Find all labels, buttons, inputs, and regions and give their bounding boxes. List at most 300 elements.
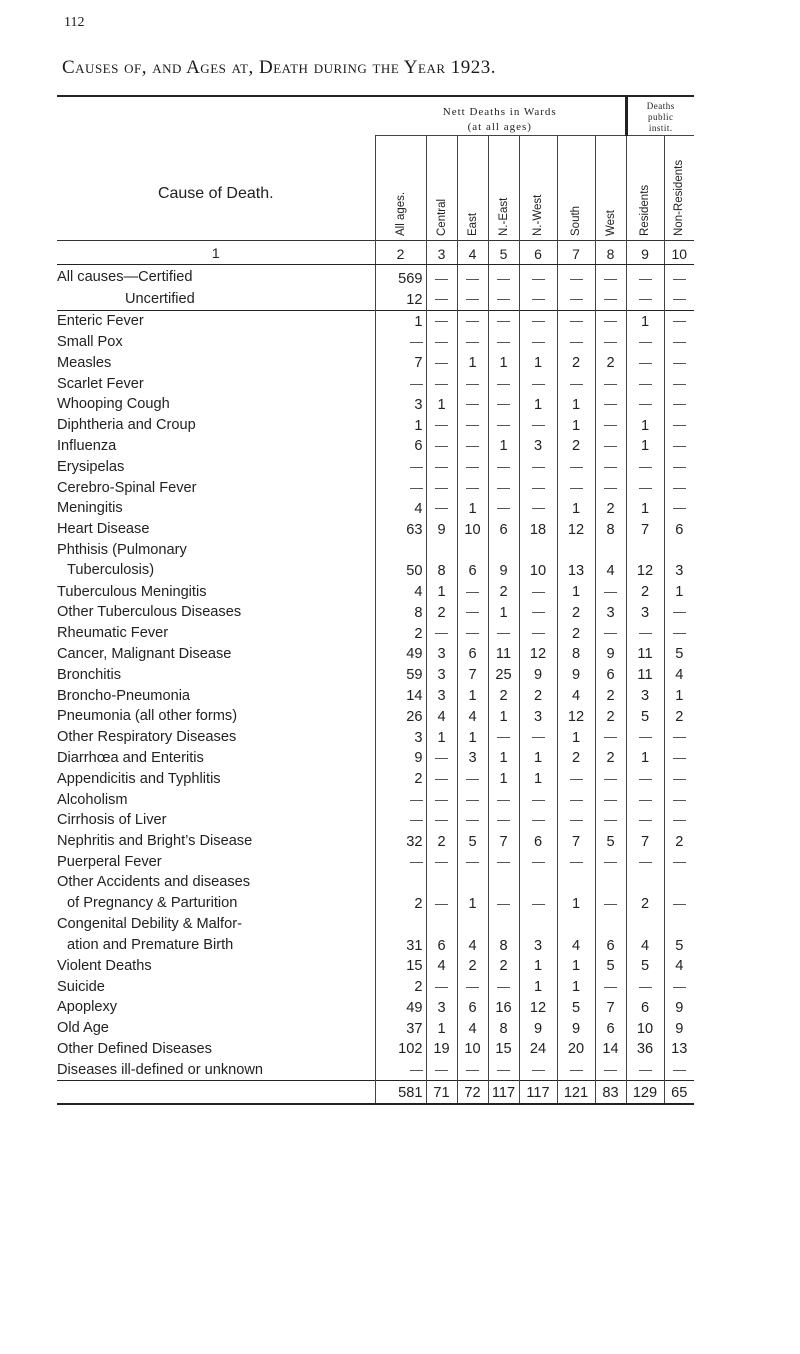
- value-cell: [626, 581, 664, 602]
- value-cell: [488, 519, 519, 540]
- value-cell: [626, 477, 664, 498]
- value-cell: [595, 976, 626, 997]
- value-text: 63: [406, 521, 423, 538]
- column-header-label: East: [466, 212, 479, 236]
- cause-label: Uncertified: [125, 291, 195, 308]
- dash-mark: [435, 467, 448, 468]
- value-cell: [595, 310, 626, 331]
- dash-mark: [435, 820, 448, 821]
- cause-label: Nephritis and Bright’s Disease: [57, 833, 253, 850]
- value-cell: [595, 706, 626, 727]
- value-cell: [426, 332, 457, 353]
- table-row: [57, 664, 694, 685]
- value-text: 3: [437, 687, 446, 704]
- dash-mark: [673, 758, 686, 759]
- dash-mark: [639, 488, 652, 489]
- dash-mark: [410, 800, 423, 801]
- dash-mark: [466, 342, 479, 343]
- table-row: [57, 1018, 694, 1039]
- dash-mark: [466, 404, 479, 405]
- value-cell: [595, 498, 626, 519]
- totals-row: [57, 1081, 694, 1105]
- value-text: 4: [675, 667, 684, 684]
- table-row: [57, 373, 694, 394]
- cause-cell: [57, 265, 375, 290]
- value-cell: [457, 265, 488, 290]
- total-value: 121: [557, 1081, 595, 1105]
- value-text: 6: [606, 667, 615, 684]
- value-cell: [664, 477, 694, 498]
- dash-mark: [604, 987, 617, 988]
- value-cell: [626, 332, 664, 353]
- value-text: 569: [398, 271, 423, 287]
- dash-mark: [673, 737, 686, 738]
- value-cell: [557, 519, 595, 540]
- value-cell: [426, 519, 457, 540]
- value-cell: [426, 872, 457, 914]
- value-cell: [519, 664, 557, 685]
- value-cell: [664, 872, 694, 914]
- value-cell: [626, 498, 664, 519]
- cause-label: Cirrhosis of Liver: [57, 812, 167, 829]
- value-text: 3: [533, 438, 543, 455]
- value-cell: [375, 789, 426, 810]
- value-text: 1: [533, 396, 543, 413]
- value-cell: [375, 831, 426, 852]
- dash-mark: [532, 737, 545, 738]
- dash-mark: [466, 488, 479, 489]
- dash-mark: [604, 467, 617, 468]
- cause-label: Other Defined Diseases: [57, 1041, 212, 1058]
- value-cell: [375, 436, 426, 457]
- value-cell: [426, 810, 457, 831]
- cause-cell: [57, 852, 375, 873]
- value-cell: [557, 872, 595, 914]
- cause-cell: [57, 540, 375, 582]
- value-cell: [595, 727, 626, 748]
- dash-mark: [435, 299, 448, 300]
- value-text: 2: [606, 708, 615, 725]
- value-cell: [488, 1039, 519, 1060]
- value-cell: [375, 415, 426, 436]
- value-cell: [557, 265, 595, 290]
- value-text: 1: [499, 438, 508, 455]
- value-cell: [595, 872, 626, 914]
- cause-cell: [57, 664, 375, 685]
- value-text: 12: [636, 563, 654, 580]
- value-cell: [426, 706, 457, 727]
- dash-mark: [497, 299, 510, 300]
- page-title: [62, 57, 496, 79]
- value-cell: [375, 810, 426, 831]
- dash-mark: [604, 592, 617, 593]
- cause-cell: [57, 727, 375, 748]
- value-cell: [457, 415, 488, 436]
- value-text: 6: [606, 1020, 615, 1037]
- value-text: 11: [637, 667, 653, 684]
- value-text: 1: [499, 604, 508, 621]
- value-text: 15: [495, 1041, 512, 1058]
- cause-label: Suicide: [57, 978, 105, 995]
- cause-label: Other Respiratory Diseases: [57, 729, 237, 746]
- value-text: 10: [529, 563, 547, 580]
- value-cell: [426, 664, 457, 685]
- value-text: 5: [606, 833, 615, 850]
- value-cell: [426, 831, 457, 852]
- value-cell: [375, 914, 426, 956]
- value-text: 3: [533, 937, 543, 954]
- value-text: 3: [640, 604, 650, 621]
- value-cell: [557, 831, 595, 852]
- value-cell: [664, 623, 694, 644]
- value-cell: [426, 498, 457, 519]
- dash-mark: [673, 633, 686, 634]
- dash-mark: [639, 737, 652, 738]
- value-cell: [519, 498, 557, 519]
- value-text: 8: [606, 521, 615, 538]
- dash-mark: [497, 987, 510, 988]
- value-cell: [457, 789, 488, 810]
- dash-mark: [570, 800, 583, 801]
- dash-mark: [532, 904, 545, 905]
- value-cell: [519, 1018, 557, 1039]
- dash-mark: [673, 467, 686, 468]
- value-text: 5: [468, 833, 477, 850]
- value-text: 1: [437, 396, 446, 413]
- value-text: 3: [414, 729, 423, 746]
- value-cell: [488, 956, 519, 977]
- value-text: 4: [414, 500, 423, 517]
- value-cell: [595, 373, 626, 394]
- value-text: 3: [414, 396, 423, 413]
- value-text: 2: [606, 500, 615, 517]
- value-cell: [626, 352, 664, 373]
- mortality-table: [57, 95, 694, 1105]
- value-cell: [664, 602, 694, 623]
- value-cell: [557, 810, 595, 831]
- value-text: 6: [437, 937, 446, 954]
- value-text: 2: [571, 625, 581, 642]
- value-text: 9: [675, 999, 684, 1016]
- cause-label: Broncho-Pneumonia: [57, 687, 191, 704]
- value-cell: [426, 976, 457, 997]
- value-cell: [557, 644, 595, 665]
- dash-mark: [532, 467, 545, 468]
- column-number: 9: [626, 241, 664, 265]
- value-cell: [375, 852, 426, 873]
- value-cell: [519, 519, 557, 540]
- value-text: 36: [636, 1041, 654, 1058]
- table-row: [57, 997, 694, 1018]
- value-cell: [664, 789, 694, 810]
- value-text: 49: [406, 646, 423, 663]
- value-cell: [375, 623, 426, 644]
- value-cell: [488, 852, 519, 873]
- value-text: 50: [406, 563, 423, 580]
- value-cell: [595, 581, 626, 602]
- value-cell: [426, 685, 457, 706]
- value-text: 2: [414, 979, 423, 996]
- value-text: 32: [406, 833, 423, 850]
- value-cell: [626, 810, 664, 831]
- value-text: 1: [571, 958, 581, 975]
- cause-label: Old Age: [57, 1020, 109, 1037]
- value-cell: [557, 914, 595, 956]
- value-cell: [519, 456, 557, 477]
- value-text: 8: [499, 937, 508, 954]
- cause-label: Influenza: [57, 437, 117, 454]
- value-cell: [557, 436, 595, 457]
- value-cell: [426, 727, 457, 748]
- value-text: 1: [468, 687, 477, 704]
- table-row: [57, 956, 694, 977]
- cause-cell: [57, 810, 375, 831]
- value-cell: [595, 623, 626, 644]
- dash-mark: [532, 321, 545, 322]
- value-text: 1: [437, 583, 446, 600]
- value-cell: [557, 956, 595, 977]
- value-text: 3: [640, 687, 650, 704]
- value-text: 1: [675, 583, 684, 600]
- table-row: [57, 310, 694, 331]
- dash-mark: [532, 820, 545, 821]
- dash-mark: [673, 612, 686, 613]
- dash-mark: [673, 1070, 686, 1071]
- value-cell: [595, 519, 626, 540]
- table-row: [57, 1039, 694, 1060]
- table-row: [57, 581, 694, 602]
- value-text: 3: [437, 667, 446, 684]
- value-cell: [595, 352, 626, 373]
- value-cell: [488, 352, 519, 373]
- value-text: 1: [640, 438, 650, 455]
- cause-label: Violent Deaths: [57, 957, 152, 974]
- value-text: 9: [414, 750, 423, 767]
- value-text: 1: [640, 313, 650, 330]
- value-cell: [519, 768, 557, 789]
- cause-cell: [57, 831, 375, 852]
- value-cell: [375, 310, 426, 331]
- value-cell: [595, 956, 626, 977]
- value-text: 12: [529, 646, 547, 663]
- value-text: 6: [499, 521, 508, 538]
- column-header-label: N.-East: [497, 197, 510, 236]
- value-cell: [488, 415, 519, 436]
- value-cell: [457, 623, 488, 644]
- value-text: 3: [468, 750, 477, 767]
- dash-mark: [466, 633, 479, 634]
- dash-mark: [639, 363, 652, 364]
- value-cell: [519, 706, 557, 727]
- public-institutions-header: [626, 97, 694, 136]
- value-text: 6: [414, 438, 423, 455]
- value-cell: [626, 394, 664, 415]
- value-text: 7: [640, 833, 650, 850]
- value-cell: [457, 394, 488, 415]
- dash-mark: [639, 404, 652, 405]
- cause-cell: [57, 623, 375, 644]
- value-cell: [595, 789, 626, 810]
- value-cell: [426, 289, 457, 310]
- value-cell: [375, 644, 426, 665]
- value-text: 6: [675, 521, 684, 538]
- value-cell: [626, 265, 664, 290]
- cause-label-cont: Tuberculosis): [67, 562, 155, 579]
- cause-cell: [57, 581, 375, 602]
- value-cell: [664, 831, 694, 852]
- value-cell: [626, 831, 664, 852]
- value-text: 3: [675, 563, 684, 580]
- dash-mark: [435, 342, 448, 343]
- value-text: 2: [571, 750, 581, 767]
- dash-mark: [532, 279, 545, 280]
- cause-label: Diarrhœa and Enteritis: [57, 749, 204, 766]
- value-text: 6: [468, 646, 477, 663]
- value-text: 2: [437, 833, 446, 850]
- value-cell: [664, 976, 694, 997]
- value-cell: [375, 727, 426, 748]
- table-row: [57, 623, 694, 644]
- value-cell: [664, 498, 694, 519]
- cause-cell: [57, 436, 375, 457]
- value-cell: [595, 289, 626, 310]
- dash-mark: [673, 299, 686, 300]
- public-line3: instit.: [648, 123, 673, 133]
- column-header-label: Central: [435, 198, 448, 236]
- column-header-label: Non-Residents: [673, 159, 686, 236]
- value-text: 4: [640, 937, 650, 954]
- dash-mark: [604, 321, 617, 322]
- value-cell: [595, 748, 626, 769]
- value-cell: [426, 956, 457, 977]
- value-cell: [457, 581, 488, 602]
- value-cell: [457, 914, 488, 956]
- value-text: 2: [640, 583, 650, 600]
- column-header: [664, 136, 694, 241]
- value-cell: [426, 540, 457, 582]
- value-cell: [457, 748, 488, 769]
- dash-mark: [570, 321, 583, 322]
- value-cell: [375, 456, 426, 477]
- column-number: 1: [57, 241, 375, 265]
- value-cell: [664, 289, 694, 310]
- cause-cell: [57, 352, 375, 373]
- dash-mark: [497, 820, 510, 821]
- value-text: 2: [571, 355, 581, 372]
- value-text: 6: [468, 563, 477, 580]
- value-cell: [519, 956, 557, 977]
- dash-mark: [570, 1070, 583, 1071]
- dash-mark: [604, 820, 617, 821]
- value-text: 1: [640, 417, 650, 434]
- cause-label-cont: of Pregnancy & Parturition: [67, 895, 238, 912]
- value-text: 2: [571, 438, 581, 455]
- dash-mark: [466, 820, 479, 821]
- dash-mark: [435, 800, 448, 801]
- value-text: 2: [414, 771, 423, 788]
- value-cell: [595, 265, 626, 290]
- value-cell: [664, 540, 694, 582]
- value-text: 9: [499, 563, 508, 580]
- dash-mark: [532, 633, 545, 634]
- page-number: 112: [64, 15, 85, 30]
- dash-mark: [435, 758, 448, 759]
- value-cell: [375, 332, 426, 353]
- cause-label: Appendicitis and Typhlitis: [57, 770, 221, 787]
- cause-cell: [57, 768, 375, 789]
- title-text: Causes of, and Ages at, Death during the Year: [62, 57, 446, 78]
- dash-mark: [673, 404, 686, 405]
- dash-mark: [639, 820, 652, 821]
- value-cell: [626, 1059, 664, 1080]
- value-cell: [426, 1059, 457, 1080]
- value-cell: [457, 831, 488, 852]
- value-cell: [375, 394, 426, 415]
- value-cell: [595, 477, 626, 498]
- value-cell: [664, 265, 694, 290]
- value-cell: [519, 997, 557, 1018]
- value-cell: [626, 685, 664, 706]
- value-cell: [664, 1018, 694, 1039]
- value-cell: [488, 394, 519, 415]
- value-cell: [519, 831, 557, 852]
- value-text: 1: [640, 750, 650, 767]
- dash-mark: [604, 342, 617, 343]
- dash-mark: [497, 1070, 510, 1071]
- value-cell: [519, 852, 557, 873]
- value-text: 2: [675, 708, 684, 725]
- cause-cell: [57, 914, 375, 956]
- value-cell: [626, 852, 664, 873]
- value-text: 3: [437, 999, 446, 1016]
- dash-mark: [532, 508, 545, 509]
- dash-mark: [435, 363, 448, 364]
- table-row: [57, 332, 694, 353]
- dash-mark: [639, 779, 652, 780]
- dash-mark: [532, 299, 545, 300]
- value-text: 1: [533, 355, 543, 372]
- cause-label: Measles: [57, 354, 112, 371]
- value-text: 5: [640, 708, 650, 725]
- dash-mark: [639, 384, 652, 385]
- total-value: 83: [595, 1081, 626, 1105]
- value-cell: [664, 768, 694, 789]
- value-cell: [488, 1018, 519, 1039]
- dash-mark: [466, 592, 479, 593]
- cause-cell: [57, 289, 375, 310]
- value-cell: [626, 310, 664, 331]
- value-cell: [664, 706, 694, 727]
- value-cell: [488, 1059, 519, 1080]
- dash-mark: [497, 321, 510, 322]
- table-row: [57, 456, 694, 477]
- cause-cell: [57, 976, 375, 997]
- table-row: [57, 768, 694, 789]
- dash-mark: [673, 508, 686, 509]
- value-cell: [426, 789, 457, 810]
- value-cell: [664, 1039, 694, 1060]
- value-cell: [457, 664, 488, 685]
- value-text: 1: [640, 500, 650, 517]
- cause-label: Whooping Cough: [57, 396, 170, 413]
- value-text: 8: [414, 604, 423, 621]
- value-cell: [519, 976, 557, 997]
- table-row: [57, 852, 694, 873]
- dash-mark: [673, 363, 686, 364]
- value-text: 9: [437, 521, 446, 538]
- dash-mark: [497, 737, 510, 738]
- table-row: [57, 872, 694, 914]
